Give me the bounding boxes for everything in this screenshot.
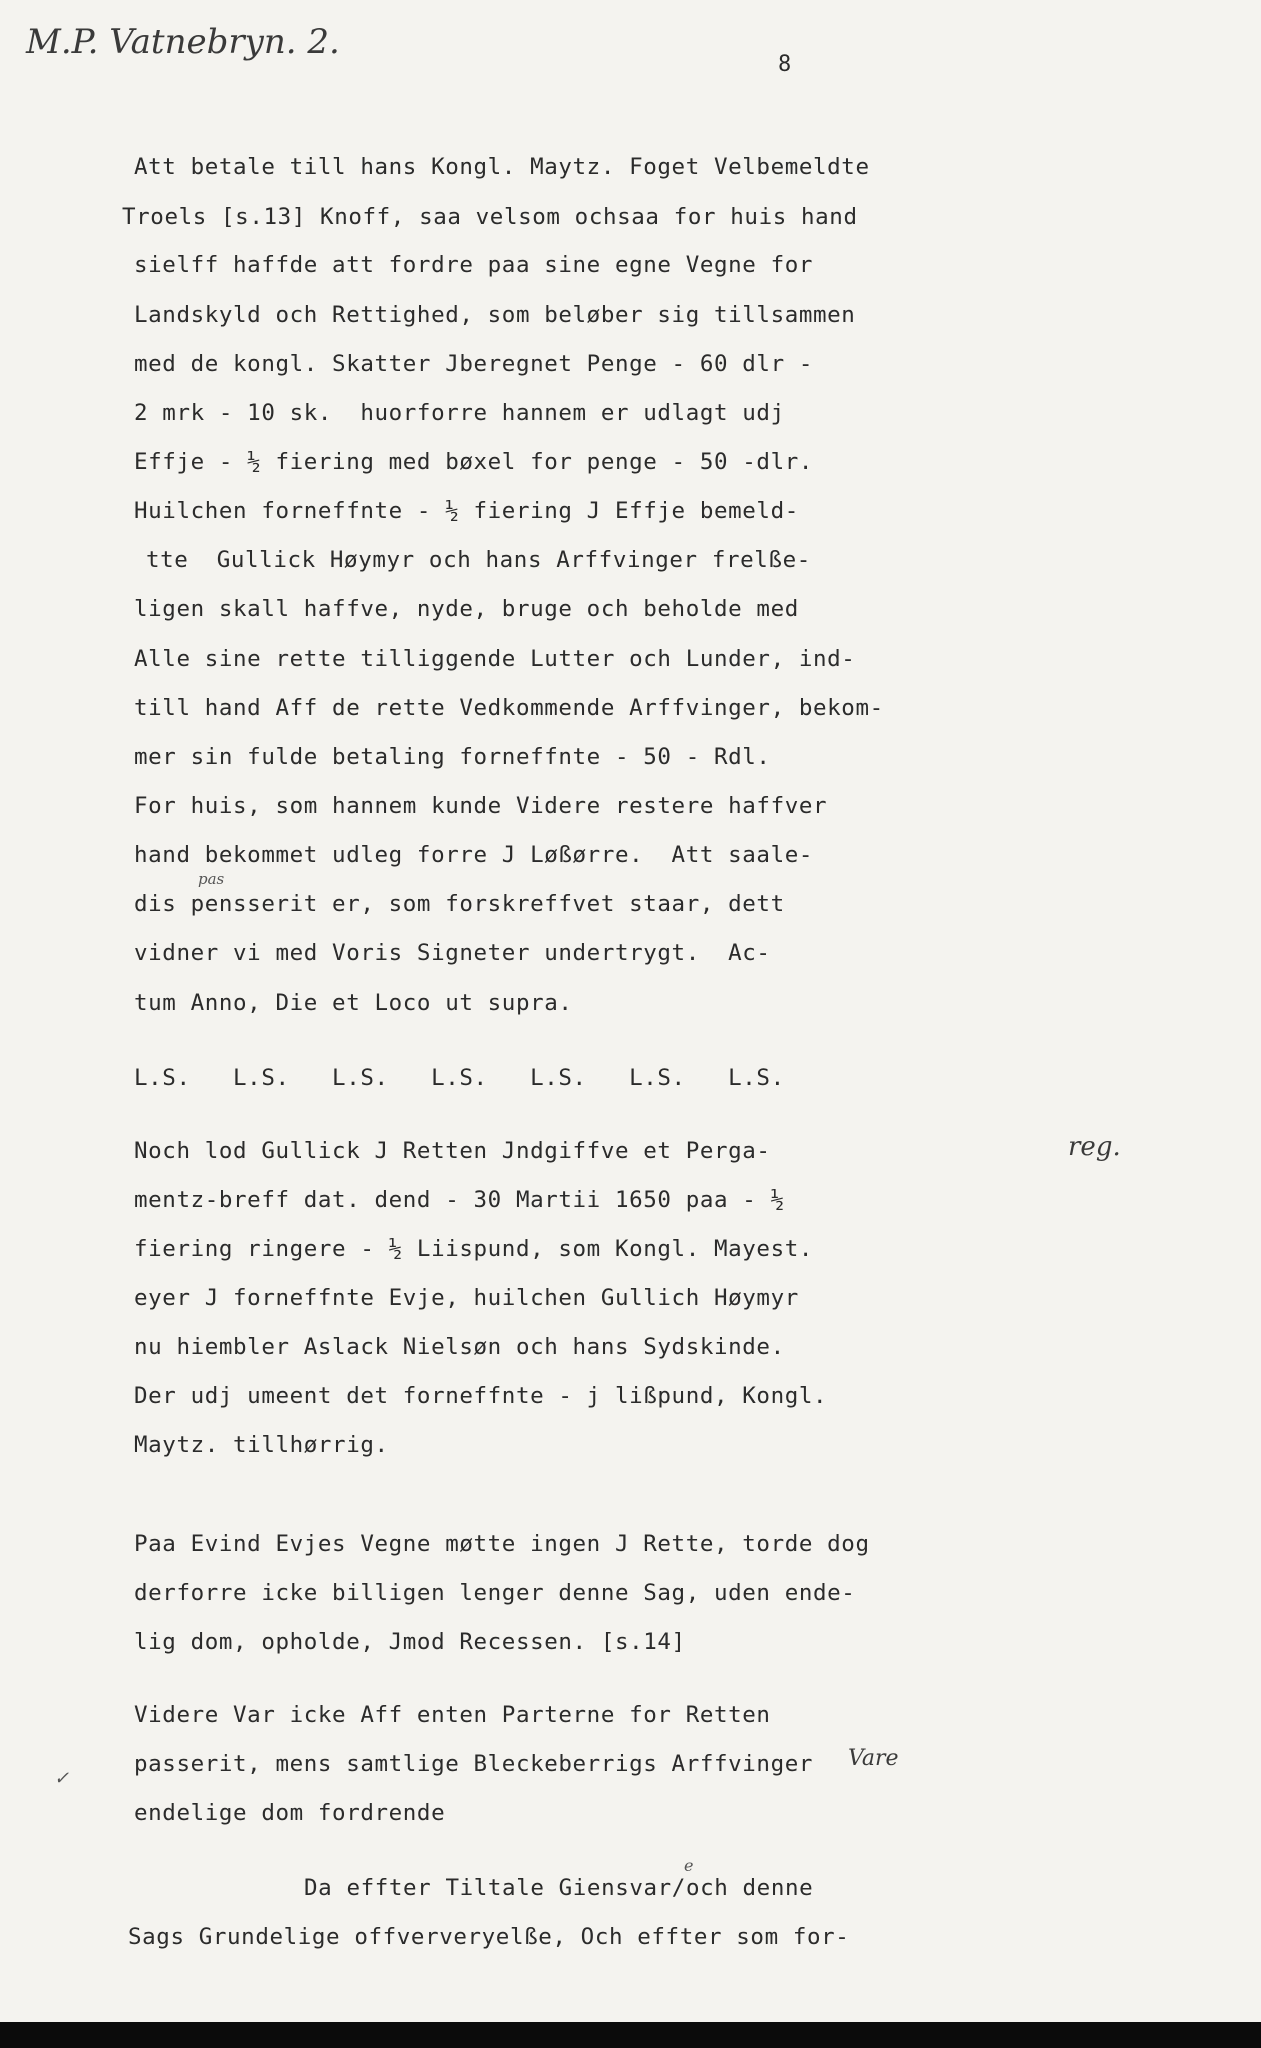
text-line: Alle sine rette tilliggende Lutter och Lunder, ind- — [134, 646, 856, 672]
correction-pas: pas — [198, 870, 225, 888]
text-line: ligen skall haffve, nyde, bruge och beholde med — [134, 596, 799, 622]
text-line: Maytz. tillhørrig. — [134, 1432, 389, 1458]
text-line: lig dom, opholde, Jmod Recessen. [s.14] — [134, 1629, 686, 1655]
text-line: Att betale till hans Kongl. Maytz. Foget Velbemeldte — [134, 154, 870, 180]
text-line: 2 mrk - 10 sk. huorforre hannem er udlagt udj — [134, 400, 785, 426]
text-line: vidner vi med Voris Signeter undertrygt. Ac- — [134, 940, 771, 966]
text-line: till hand Aff de rette Vedkommende Arffvinger, bekom- — [134, 695, 884, 721]
text-line: Paa Evind Evjes Vegne møtte ingen J Rette, torde dog — [134, 1531, 870, 1557]
margin-note-reg: reg. — [1068, 1132, 1121, 1162]
text-line: Troels [s.13] Knoff, saa velsom ochsaa for huis hand — [122, 204, 858, 230]
text-line: sielff haffde att fordre paa sine egne Vegne for — [134, 252, 814, 278]
insert-e: e — [684, 1856, 694, 1875]
text-line: Sags Grundelige offververyelße, Och effter som for- — [128, 1924, 850, 1950]
text-line: Videre Var icke Aff enten Parterne for Retten — [134, 1702, 771, 1728]
text-line: fiering ringere - ½ Liispund, som Kongl. Mayest. — [134, 1236, 814, 1262]
text-line: Effje - ½ fiering med bøxel for penge - 50 -dlr. — [134, 449, 814, 475]
check-mark: ✓ — [54, 1768, 70, 1789]
text-line: passerit, mens samtlige Bleckeberrigs Arffvinger — [134, 1751, 814, 1777]
text-line: eyer J forneffnte Evje, huilchen Gullich Høymyr — [134, 1285, 799, 1311]
text-line: derforre icke billigen lenger denne Sag, uden ende- — [134, 1580, 856, 1606]
text-line: dis pensserit er, som forskreffvet staar, dett — [134, 891, 785, 917]
text-line: Landskyld och Rettighed, som beløber sig tillsammen — [134, 302, 856, 328]
text-line: For huis, som hannem kunde Videre restere haffver — [134, 793, 828, 819]
text-line: tte Gullick Høymyr och hans Arffvinger frelße- — [146, 547, 811, 573]
text-line: mer sin fulde betaling forneffnte - 50 - Rdl. — [134, 744, 771, 770]
text-line: Noch lod Gullick J Retten Jndgiffve et Perga- — [134, 1138, 771, 1164]
scan-edge — [0, 2022, 1261, 2048]
text-line: mentz-breff dat. dend - 30 Martii 1650 paa - ½ — [134, 1187, 785, 1213]
handwritten-title: M.P. Vatnebryn. 2. — [26, 22, 340, 62]
text-line: tum Anno, Die et Loco ut supra. — [134, 990, 573, 1016]
text-line: med de kongl. Skatter Jberegnet Penge - 60 dlr - — [134, 351, 814, 377]
page-number: 8 — [778, 52, 792, 77]
text-line: Da effter Tiltale Giensvar/och denne — [304, 1875, 814, 1901]
text-line: endelige dom fordrende — [134, 1800, 446, 1826]
seal-marks: L.S. L.S. L.S. L.S. L.S. L.S. L.S. — [134, 1065, 785, 1091]
insert-vare: Vare — [848, 1746, 899, 1771]
text-line: nu hiembler Aslack Nielsøn och hans Sydskinde. — [134, 1334, 785, 1360]
text-line: hand bekommet udleg forre J Løßørre. Att saale- — [134, 842, 814, 868]
text-line: Der udj umeent det forneffnte - j lißpund, Kongl. — [134, 1383, 828, 1409]
text-line: Huilchen forneffnte - ½ fiering J Effje bemeld- — [134, 498, 799, 524]
